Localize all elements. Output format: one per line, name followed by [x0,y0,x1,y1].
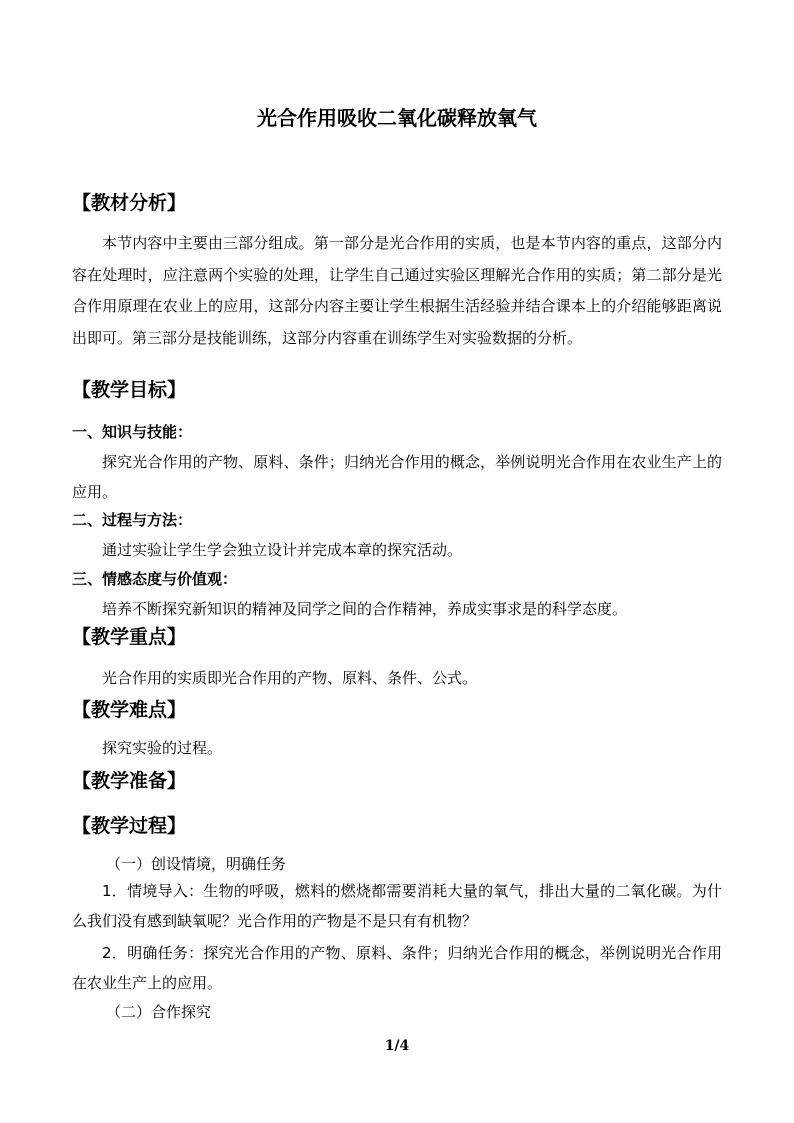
key-text-block [72,663,722,693]
goals-emotion [72,567,722,624]
section-key [72,624,722,650]
process-item2: 2．明确任务：探究光合作用的产物、原料、条件；归纳光合作用的概念，举例说明光合作用在农业生产上的应用。 [72,944,722,992]
key-text: 光合作用的实质即光合作用的产物、原料、条件、公式。 [102,669,478,687]
process-label: 二、过程与方法： [72,511,193,529]
section-difficulty [72,697,722,723]
difficulty-text-block [72,733,722,763]
process-step1-block [72,851,722,877]
knowledge-text: 探究光合作用的产物、原料、条件；归纳光合作用的概念，举例说明光合作用在农业生产上的应用。 [72,453,722,501]
emotion-label: 三、情感态度与价值观： [72,570,238,588]
section-heading-difficulty: 【教学难点】 [72,699,187,721]
process-step1-label: （一）创设情境，明确任务 [106,855,287,873]
section-heading-material: 【教材分析】 [72,192,187,214]
goals-process [72,508,722,565]
page-title: 光合作用吸收二氧化碳释放氧气 [257,106,537,130]
section-goals [72,377,722,403]
section-heading-process: 【教学过程】 [72,815,187,837]
process-item1-block [72,876,722,936]
page-number: 1/4 [384,1038,410,1054]
knowledge-label: 一、知识与技能： [72,423,193,441]
section-prep [72,768,722,794]
process-item1: 1．情境导入：生物的呼吸，燃料的燃烧都需要消耗大量的氧气，排出大量的二氧化碳。为什么我们没有感到缺氧呢？光合作用的产物是不是只有有机物？ [72,882,722,930]
section-heading-prep: 【教学准备】 [72,770,187,792]
section-process [72,813,722,839]
material-paragraph: 本节内容中主要由三部分组成。第一部分是光合作用的实质，也是本节内容的重点，这部分内容在处理时，应注意两个实验的处理，让学生自己通过实验区理解光合作用的实质；第二部分是光合作用原理在农业上的应用，这部分内容主要让学生根据生活经验并结合课本上的介绍能够距离说出即可。第三部分是技能训练，这部分内容重在训练学生对实验数据的分析。 [72,234,722,347]
process-text: 通过实验让学生学会独立设计并完成本章的探究活动。 [102,541,463,559]
difficulty-text: 探究实验的过程。 [102,739,223,757]
process-item2-block [72,938,722,998]
goals-knowledge [72,420,722,507]
process-step2-block [72,999,722,1025]
material-paragraph-block [72,228,722,354]
section-heading-goals: 【教学目标】 [72,379,187,401]
section-heading-key: 【教学重点】 [72,626,187,648]
section-material [72,190,722,216]
process-step2-label: （二）合作探究 [106,1003,212,1021]
emotion-text: 培养不断探究新知识的精神及同学之间的合作精神，养成实事求是的科学态度。 [102,600,628,618]
